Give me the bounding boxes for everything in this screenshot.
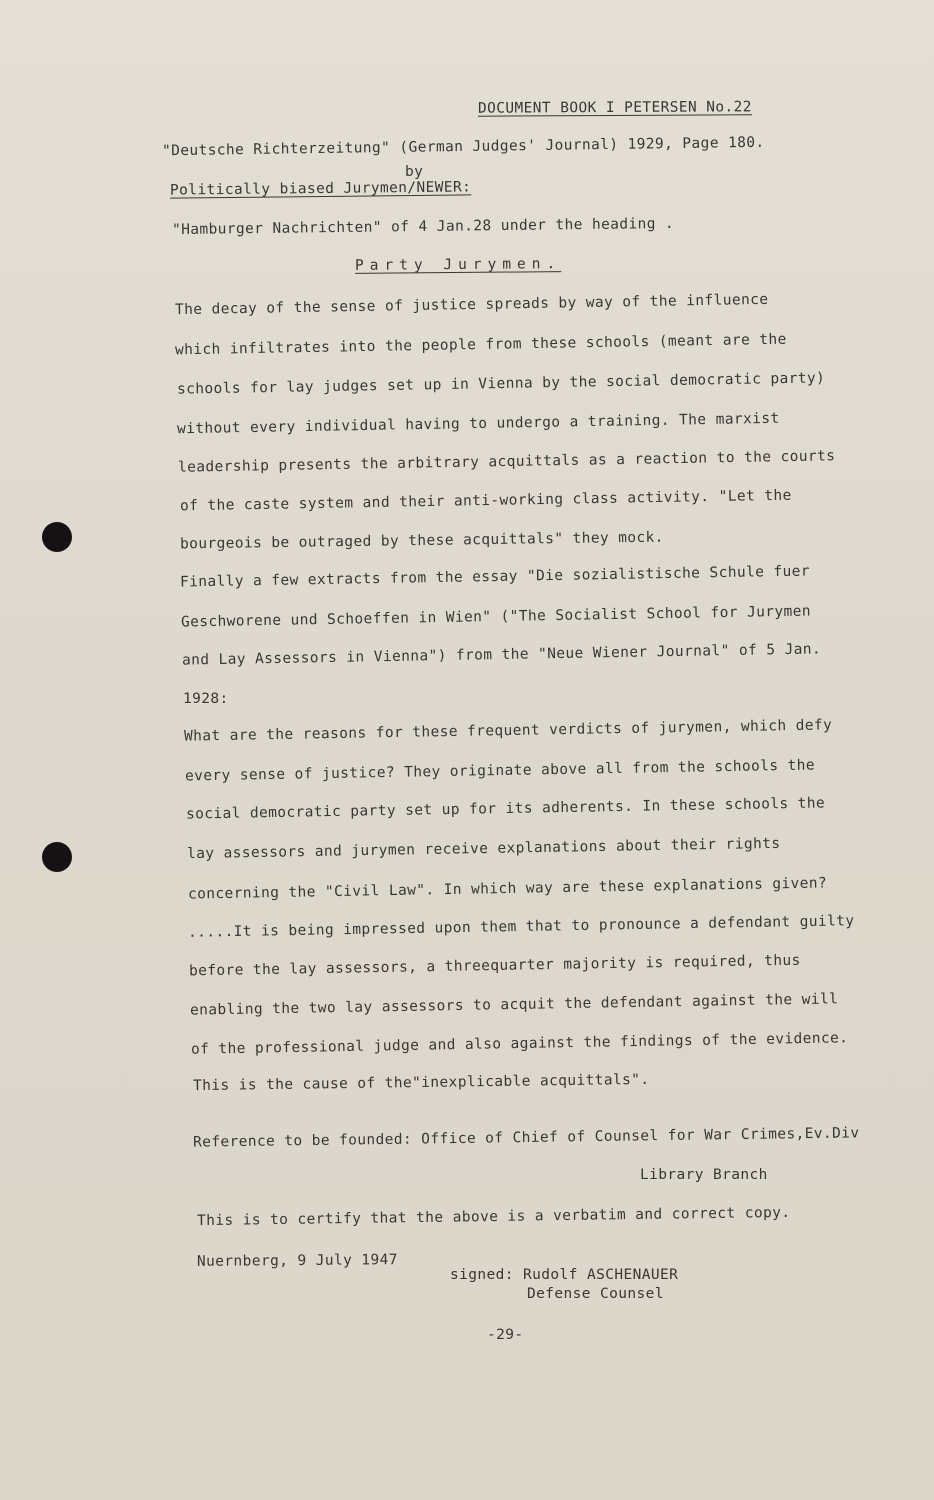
document-reference: DOCUMENT BOOK I PETERSEN No.22 [477,99,752,117]
body-line: What are the reasons for these frequent verdicts of jurymen, which defy [183,717,833,745]
body-line: of the caste system and their anti-working class activity. "Let the [179,487,792,515]
punch-hole [42,522,72,552]
library-branch: Library Branch [640,1167,768,1183]
body-line: Finally a few extracts from the essay "Die sozialistische Schule fuer [179,563,811,591]
body-line: enabling the two lay assessors to acquit the defendant against the will [189,991,839,1019]
signatory-role: Defense Counsel [527,1286,664,1302]
signature-line: signed: Rudolf ASCHENAUER [450,1267,679,1283]
body-line: concerning the "Civil Law". In which way are these explanations given? [187,875,828,903]
body-line: Geschworene und Schoeffen in Wien" ("The Socialist School for Jurymen [180,603,812,631]
source-citation: "Deutsche Richterzeitung" (German Judges' Journal) 1929, Page 180. [161,134,765,160]
place-date: Nuernberg, 9 July 1947 [196,1252,398,1270]
body-line: and Lay Assessors in Vienna") from the "Neue Wiener Journal" of 5 Jan. [181,641,822,669]
body-line: lay assessors and jurymen receive explanations about their rights [186,835,781,863]
reference-line: Reference to be founded: Office of Chief of Counsel for War Crimes,Ev.Div [192,1125,860,1151]
body-line: .....It is being impressed upon them that to pronounce a defendant guilty [187,913,855,941]
body-line: social democratic party set up for its adherents. In these schools the [185,795,826,823]
by-label: by [405,164,424,180]
punch-hole [42,842,72,872]
body-line: before the lay assessors, a threequarter majority is required, thus [188,952,801,980]
body-line: The decay of the sense of justice spreads by way of the influence [174,291,769,319]
body-line: schools for lay judges set up in Vienna by the social democratic party) [176,370,826,398]
heading-intro: "Hamburger Nachrichten" of 4 Jan.28 under the heading . [171,215,675,239]
certification-line: This is to certify that the above is a verbatim and correct copy. [196,1204,791,1230]
body-line: 1928: [183,691,229,707]
body-line: of the professional judge and also against the findings of the evidence. [190,1030,849,1058]
page-number: -29- [487,1327,524,1343]
body-line: which infiltrates into the people from these schools (meant are the [174,331,787,359]
body-line: leadership presents the arbitrary acquittals as a reaction to the courts [177,448,836,476]
body-line: bourgeois be outraged by these acquittals" they mock. [179,529,664,553]
body-line: This is the cause of the"inexplicable acquittals". [192,1071,650,1095]
body-line: every sense of justice? They originate above all from the schools the [184,757,816,785]
section-title: Party Jurymen. [354,256,562,274]
author-line: Politically biased Jurymen/NEWER: [169,179,472,199]
body-line: without every individual having to undergo a training. The marxist [176,410,780,438]
